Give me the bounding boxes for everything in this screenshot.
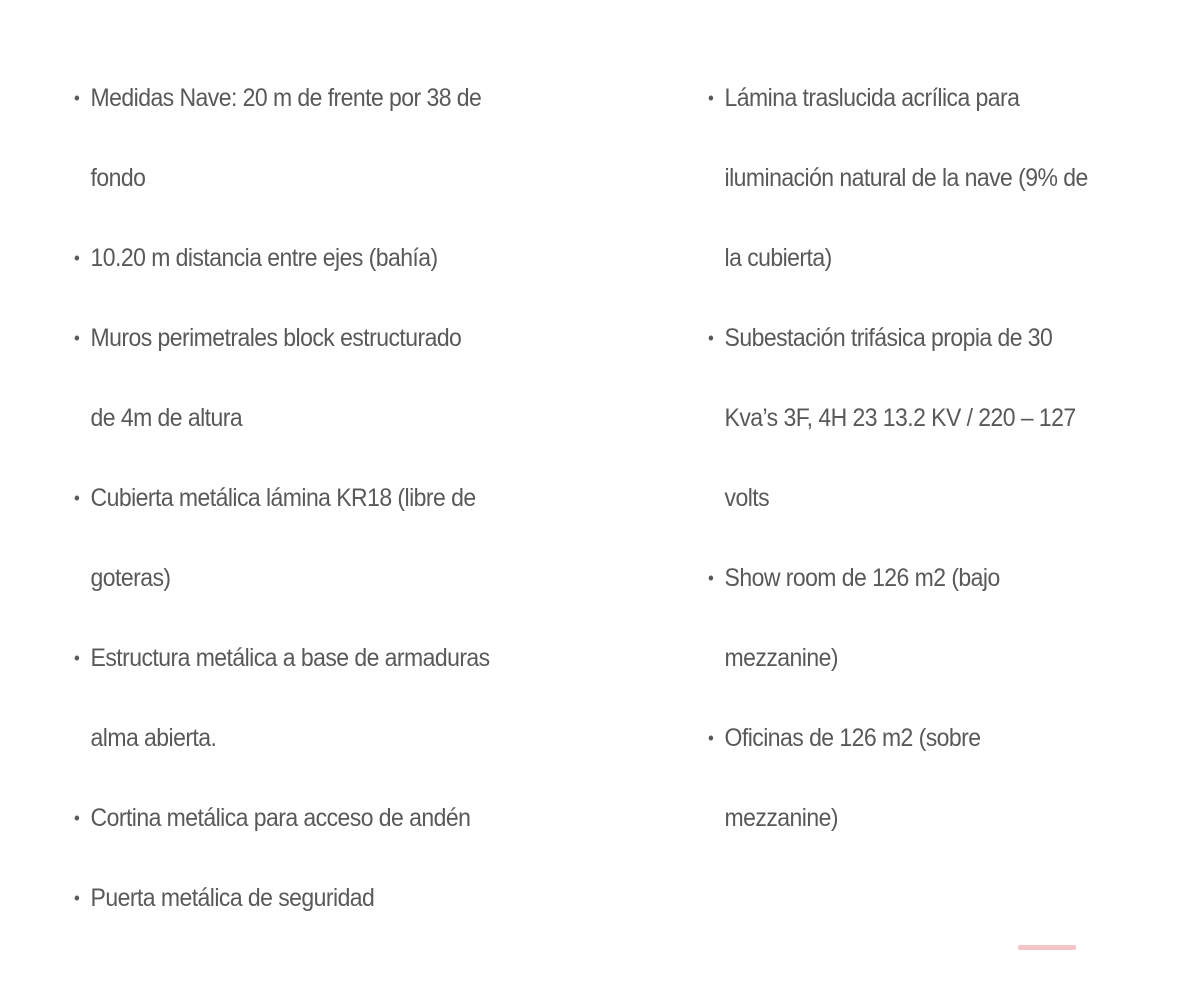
right-bullet-list [708,58,1168,858]
list-item-text: Estructura metálica a base de armaduras [90,644,490,672]
bullet-icon: • [708,568,714,588]
bullet-icon: • [74,88,80,108]
list-item-text: volts [724,484,770,512]
list-item-text: alma abierta. [90,724,217,752]
list-item-text: Cortina metálica para acceso de andén [90,804,471,832]
list-item [74,778,589,858]
list-item-text: goteras) [90,564,171,592]
list-item-text: Cubierta metálica lámina KR18 (libre de [90,484,476,512]
list-item-text: mezzanine) [724,804,838,832]
bullet-icon: • [708,328,714,348]
list-item [708,538,1131,698]
list-item-text: Puerta metálica de seguridad [90,884,375,912]
decorative-accent-line [1018,945,1076,950]
bullet-icon: • [74,248,80,268]
list-item-text: Kva’s 3F, 4H 23 13.2 KV / 220 – 127 [724,404,1076,432]
list-item-text: Subestación trifásica propia de 30 [724,324,1053,352]
list-item [708,298,1131,538]
list-item [708,698,1131,858]
list-item [74,618,589,778]
bullet-icon: • [74,808,80,828]
bullet-icon: • [74,488,80,508]
list-item-text: Lámina traslucida acrílica para [724,84,1020,112]
left-bullet-list [74,58,634,938]
list-item-text: fondo [90,164,146,192]
bullet-icon: • [708,728,714,748]
list-item [708,58,1131,298]
list-item [74,218,589,298]
list-item-text: mezzanine) [724,644,838,672]
bullet-icon: • [74,648,80,668]
list-item-text: de 4m de altura [90,404,243,432]
list-item [74,58,589,218]
list-item-text: iluminación natural de la nave (9% de [724,164,1088,192]
list-item-text: Oficinas de 126 m2 (sobre [724,724,981,752]
list-item-text: Show room de 126 m2 (bajo [724,564,1000,592]
list-item-text: la cubierta) [724,244,832,272]
list-item [74,298,589,458]
list-item [74,858,589,938]
list-item-text: Medidas Nave: 20 m de frente por 38 de [90,84,482,112]
list-item-text: 10.20 m distancia entre ejes (bahía) [90,244,438,272]
bullet-icon: • [74,328,80,348]
bullet-icon: • [708,88,714,108]
list-item-text: Muros perimetrales block estructurado [90,324,462,352]
bullet-icon: • [74,888,80,908]
list-item [74,458,589,618]
